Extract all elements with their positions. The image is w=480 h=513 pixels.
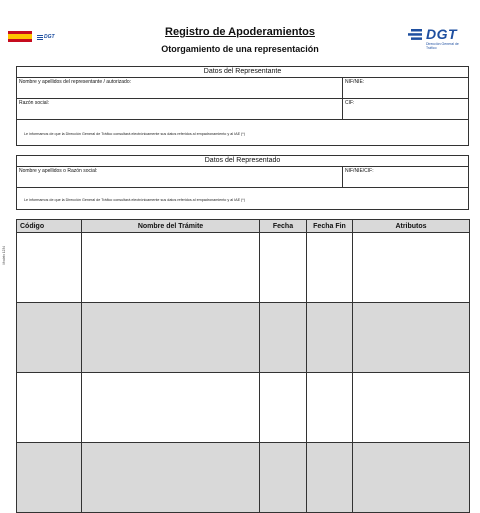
column-header-nombre-tramite: Nombre del Trámite — [82, 220, 260, 233]
representante-name-label: Nombre y apellidos del representante / autorizado: — [19, 79, 132, 85]
representante-nif-field[interactable] — [343, 78, 468, 98]
dgt-mini-logo-icon: DGT — [37, 34, 55, 40]
representado-note — [17, 188, 468, 211]
cell-fecha[interactable] — [260, 303, 307, 373]
table-row — [17, 233, 470, 303]
representado-section — [16, 155, 469, 210]
representante-note — [17, 120, 468, 148]
cif-field[interactable] — [343, 99, 468, 119]
representante-section — [16, 66, 469, 146]
column-header-atributos: Atributos — [353, 220, 470, 233]
representante-nif-label: NIF/NIE: — [345, 79, 365, 85]
representado-note-text: Le informamos de que la Dirección General de Tráfico consultará electrónicamente sus datos referidos al empadronamiento y al IAE (*) — [24, 197, 245, 202]
table-row — [17, 303, 470, 373]
dgt-arrows-icon — [408, 27, 423, 42]
cell-fecha-fin[interactable] — [307, 443, 353, 513]
table-row — [17, 373, 470, 443]
cell-atributos[interactable] — [353, 443, 470, 513]
tramites-table — [16, 219, 470, 513]
cell-fecha-fin[interactable] — [307, 303, 353, 373]
razon-social-label: Razón social: — [19, 100, 50, 106]
cell-codigo[interactable] — [17, 373, 82, 443]
representante-note-text: Le informamos de que la Dirección General de Tráfico consultará electrónicamente sus datos referidos al empadronamiento y al IAE (*) — [24, 132, 245, 136]
column-header-fecha-fin: Fecha Fin — [307, 220, 353, 233]
representado-heading: Datos del Representado — [17, 156, 468, 167]
razon-social-field[interactable] — [17, 99, 343, 119]
cell-nombre-tramite[interactable] — [82, 233, 260, 303]
cif-label: CIF: — [345, 100, 355, 106]
cell-nombre-tramite[interactable] — [82, 303, 260, 373]
column-header-fecha: Fecha — [260, 220, 307, 233]
dgt-logo — [408, 26, 462, 50]
table-header-row — [17, 220, 470, 233]
page-subtitle: Otorgamiento de una representación — [161, 44, 319, 54]
cell-codigo[interactable] — [17, 233, 82, 303]
dgt-logo-text: DGT — [426, 26, 458, 42]
cell-atributos[interactable] — [353, 303, 470, 373]
table-row — [17, 443, 470, 513]
representado-nif-label: NIF/NIE/CIF: — [345, 168, 374, 174]
page-title: Registro de Apoderamientos — [165, 26, 315, 38]
dgt-logo-subtext: Dirección General de Tráfico — [426, 42, 459, 50]
cell-fecha-fin[interactable] — [307, 373, 353, 443]
cell-nombre-tramite[interactable] — [82, 373, 260, 443]
cell-nombre-tramite[interactable] — [82, 443, 260, 513]
cell-atributos[interactable] — [353, 233, 470, 303]
cell-codigo[interactable] — [17, 303, 82, 373]
cell-atributos[interactable] — [353, 373, 470, 443]
representado-name-label: Nombre y apellidos o Razón social: — [19, 168, 98, 174]
representado-name-field[interactable] — [17, 167, 343, 187]
cell-codigo[interactable] — [17, 443, 82, 513]
cell-fecha[interactable] — [260, 233, 307, 303]
representante-name-field[interactable] — [17, 78, 343, 98]
cell-fecha[interactable] — [260, 443, 307, 513]
cell-fecha-fin[interactable] — [307, 233, 353, 303]
cell-fecha[interactable] — [260, 373, 307, 443]
representado-nif-field[interactable] — [343, 167, 468, 187]
side-label: Modelo 1234 — [2, 246, 6, 265]
column-header-codigo: Código — [17, 220, 82, 233]
representante-heading: Datos del Representante — [17, 67, 468, 78]
